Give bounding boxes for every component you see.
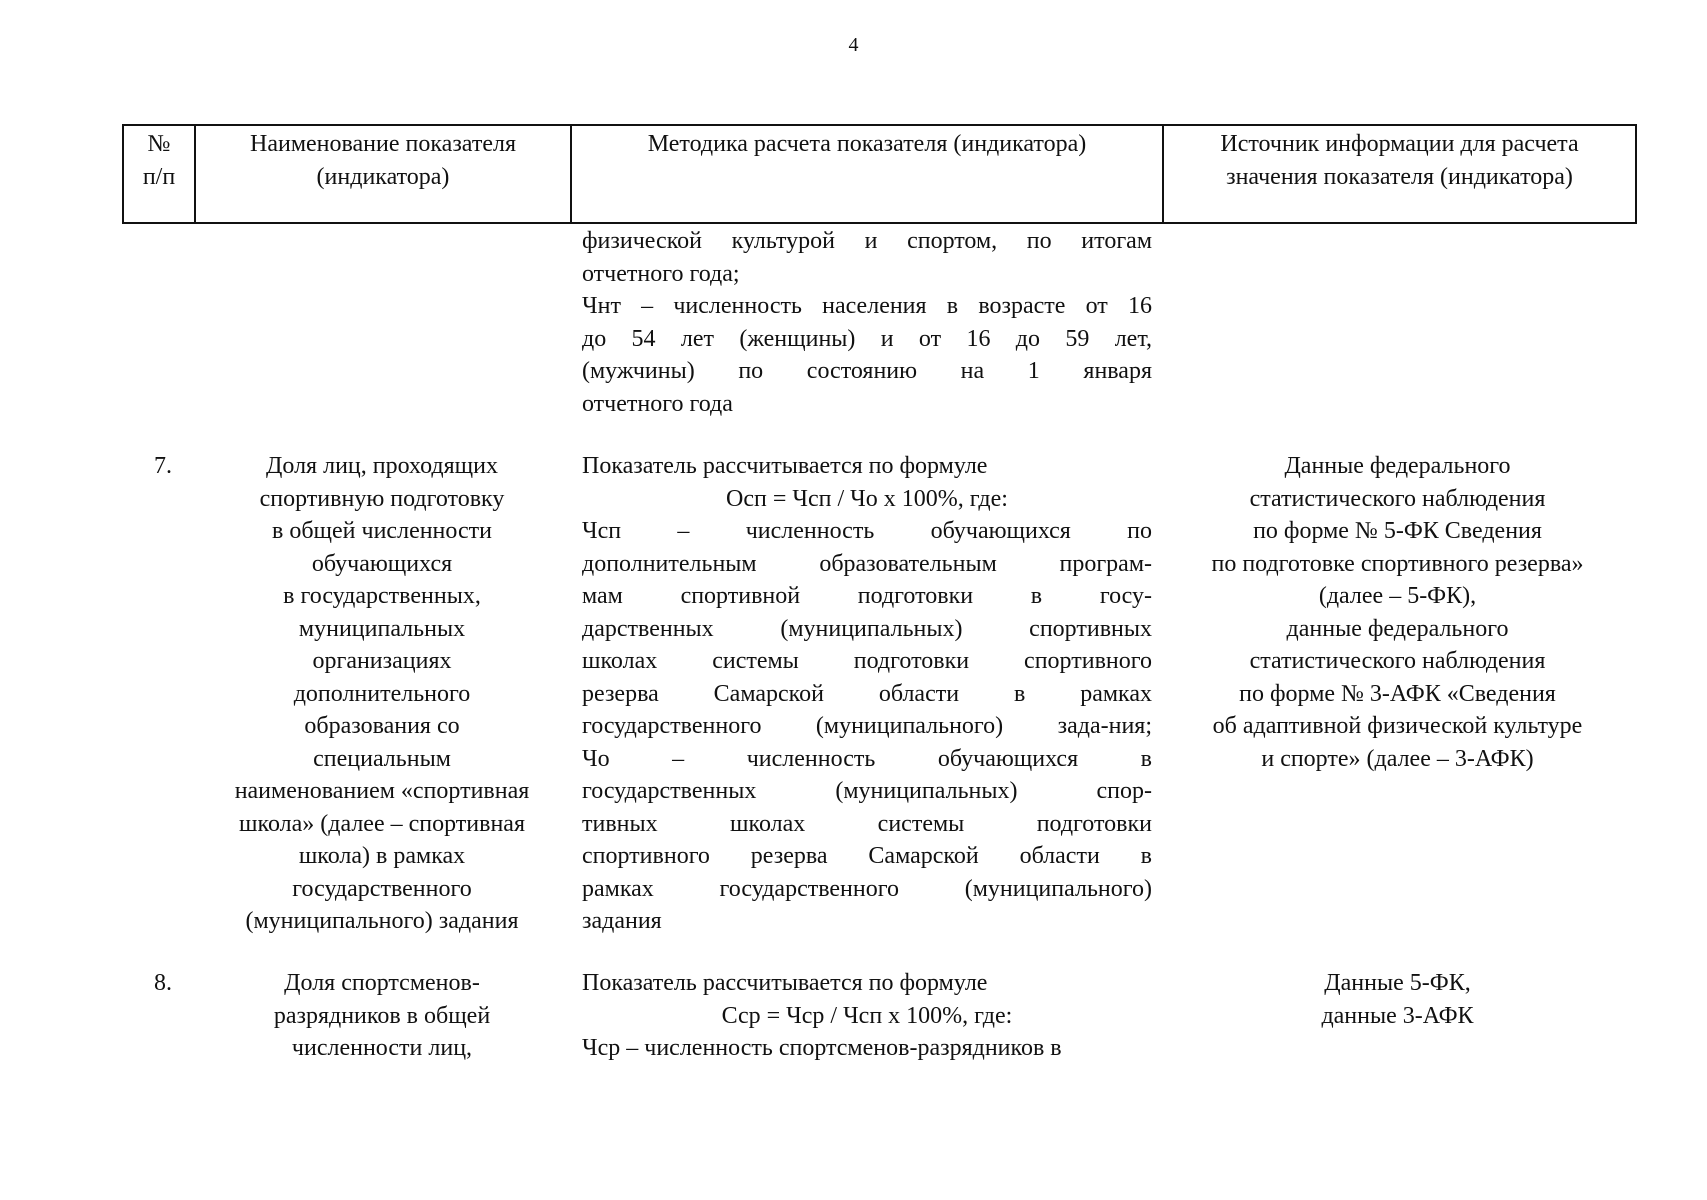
source-line: по форме № 3-АФК «Сведения (1239, 680, 1556, 707)
methodology-line: спортивного резерва Самарской области в (582, 843, 1152, 869)
row-number-cell (122, 225, 194, 420)
name-line: муниципальных (298, 615, 466, 642)
row-methodology (570, 450, 1162, 938)
methodology-line: физической культурой и спортом, по итогам (582, 228, 1152, 254)
methodology-line: отчетного года; (582, 260, 740, 287)
source-line: по форме № 5-ФК Сведения (1253, 518, 1542, 544)
methodology-line: тивных школах системы подготовки (582, 810, 1152, 837)
formula: Осп = Чсп / Чо х 100%, где: (726, 485, 1008, 512)
name-line: дополнительного (293, 680, 471, 707)
name-line: организациях (312, 648, 452, 674)
name-line: в государственных, (283, 583, 481, 609)
row-indicator-name (194, 967, 570, 1065)
name-line: в общей численности (272, 518, 492, 544)
row-indicator-name (194, 450, 570, 938)
row-methodology-cell (570, 225, 1162, 420)
source-line: статистического наблюдения (1249, 648, 1546, 674)
source-line: Данные 5-ФК, (1324, 970, 1471, 996)
header-methodology-line: Методика расчета показателя (индикатора) (647, 131, 1087, 157)
methodology-line: школах системы подготовки спортивного (582, 648, 1152, 674)
header-source-line: Источник информации для расчета (1220, 131, 1579, 157)
page-number: 4 (848, 34, 859, 56)
methodology-intro: Показатель рассчитывается по формуле (582, 453, 988, 479)
row-source (1162, 967, 1633, 1065)
name-line: государственного (292, 875, 472, 902)
methodology-line: до 54 лет (женщины) и от 16 до 59 лет, (582, 325, 1152, 352)
methodology-line: рамках государственного (муниципального) (582, 875, 1152, 902)
header-number-line: № (147, 131, 171, 157)
methodology-line: отчетного года (582, 390, 733, 417)
methodology-line: дополнительным образовательным програм- (582, 550, 1152, 577)
name-line: школа) в рамках (298, 843, 466, 869)
methodology-line: резерва Самарской области в рамках (582, 680, 1152, 707)
table-row-8 (122, 967, 1637, 1065)
row-name-cell (194, 225, 570, 420)
source-line: Данные федерального (1284, 453, 1511, 479)
row-source (1162, 450, 1633, 938)
name-line: образования со (304, 713, 460, 739)
source-line: по подготовке спортивного резерва» (1211, 550, 1584, 577)
methodology-line: дарственных (муниципальных) спортивных (582, 615, 1152, 642)
methodology-intro: Показатель рассчитывается по формуле (582, 970, 988, 996)
header-source-line: значения показателя (индикатора) (1226, 164, 1573, 190)
methodology-line: государственного (муниципального) зада-ния; (582, 713, 1152, 739)
row-number: 7. (154, 453, 172, 479)
name-line: разрядников в общей (273, 1002, 491, 1029)
source-line: данные федерального (1286, 615, 1509, 642)
name-line: наименованием «спортивная (234, 778, 530, 804)
source-line: статистического наблюдения (1249, 485, 1546, 512)
table-header (122, 124, 1637, 224)
name-line: Доля спортсменов- (284, 970, 480, 996)
name-line: обучающихся (311, 550, 453, 577)
methodology-line: (мужчины) по состоянию на 1 января (582, 358, 1152, 384)
source-line: об адаптивной физической культуре (1212, 713, 1583, 739)
header-name-line: (индикатора) (316, 164, 450, 190)
table-row-7 (122, 450, 1637, 938)
source-line: (далее – 5-ФК), (1318, 583, 1477, 609)
name-line: Доля лиц, проходящих (266, 453, 498, 479)
row-number: 8. (154, 970, 172, 996)
source-line: и спорте» (далее – 3-АФК) (1261, 745, 1534, 772)
methodology-line: мам спортивной подготовки в госу- (582, 583, 1152, 609)
header-number-line: п/п (142, 164, 176, 190)
header-source (1164, 126, 1635, 222)
row-methodology (570, 967, 1162, 1065)
methodology-line: задания (582, 908, 662, 934)
methodology-line: государственных (муниципальных) спор- (582, 778, 1152, 804)
name-line: школа» (далее – спортивная (239, 810, 525, 837)
table-row-continuation (122, 225, 1637, 420)
name-line: спортивную подготовку (259, 485, 505, 512)
methodology-line: Чнт – численность населения в возрасте от 16 (582, 293, 1152, 319)
methodology-line: Чср – численность спортсменов-разрядников в (582, 1035, 1062, 1061)
name-line: специальным (313, 745, 451, 772)
header-methodology (572, 126, 1164, 222)
methodology-line: Чсп – численность обучающихся по (582, 518, 1152, 544)
header-name-line: Наименование показателя (250, 131, 516, 157)
source-line: данные 3-АФК (1321, 1002, 1474, 1029)
formula: Сср = Чср / Чсп х 100%, где: (721, 1002, 1013, 1029)
name-line: (муниципального) задания (245, 908, 519, 934)
name-line: численности лиц, (291, 1035, 473, 1061)
row-source-cell (1162, 225, 1633, 420)
header-indicator-name (196, 126, 572, 222)
header-number (124, 126, 196, 222)
methodology-line: Чо – численность обучающихся в (582, 745, 1152, 772)
